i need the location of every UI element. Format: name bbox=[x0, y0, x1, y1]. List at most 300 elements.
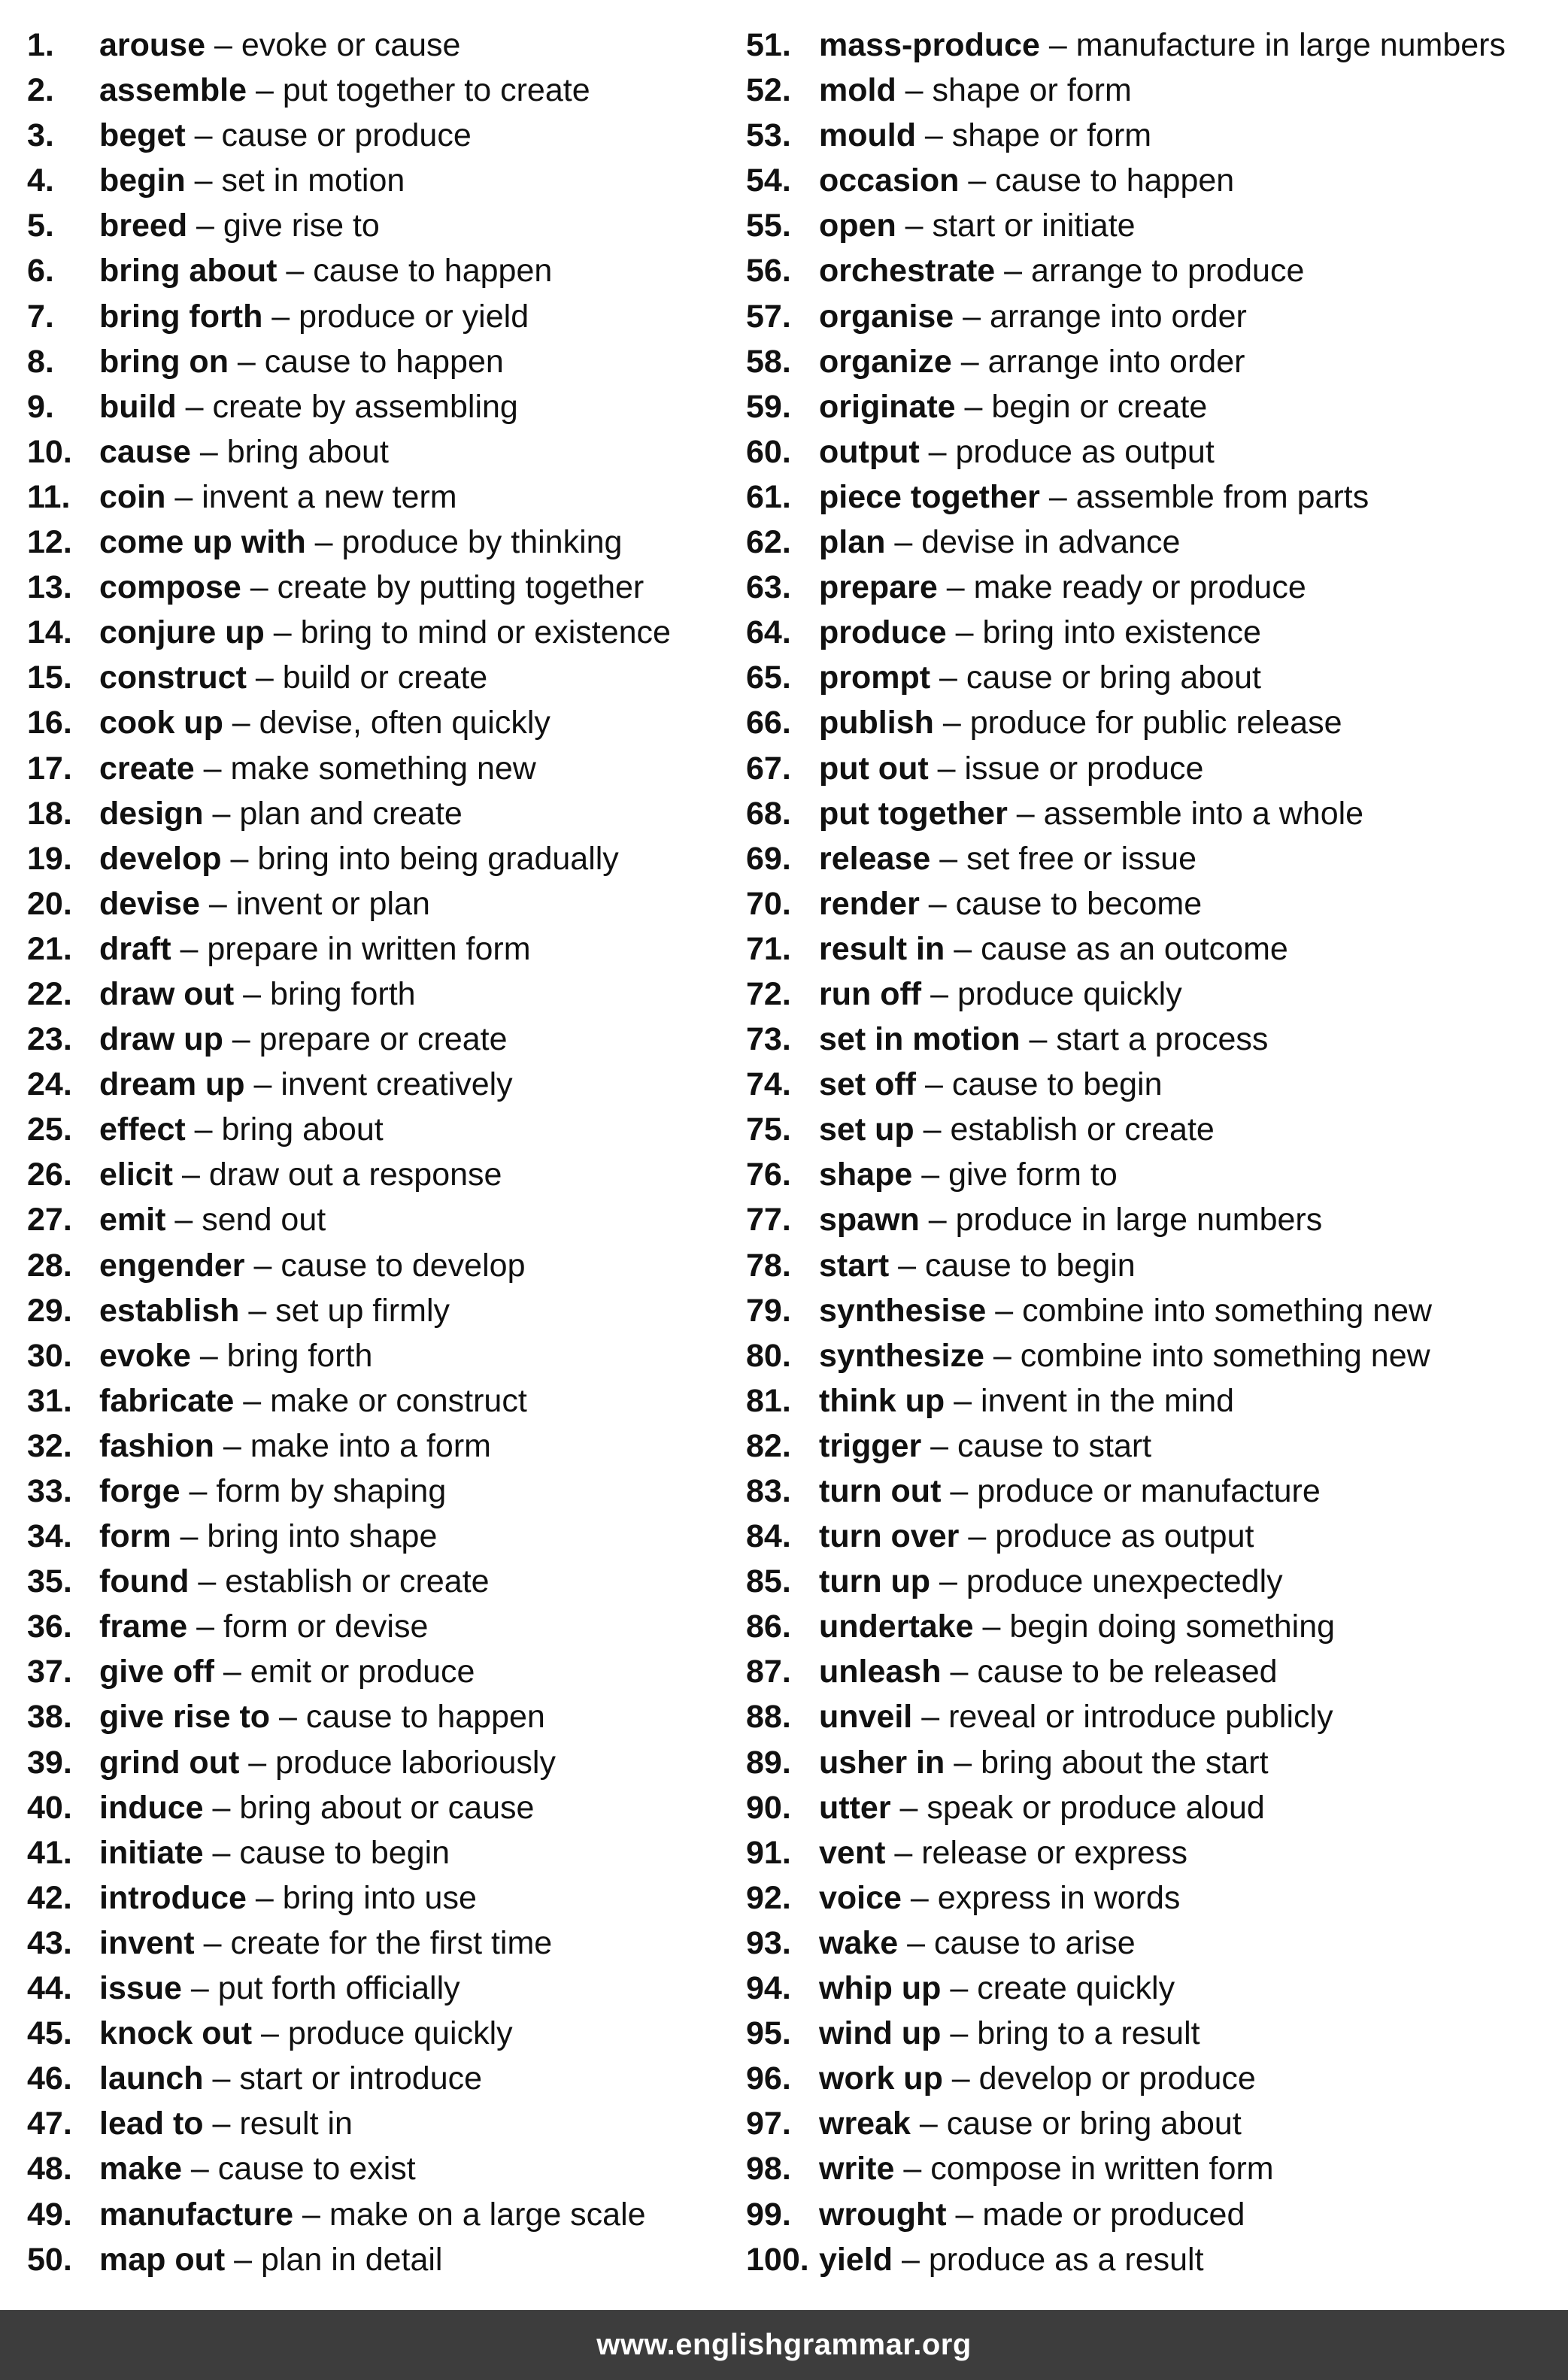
item-text bbox=[99, 1785, 534, 1830]
item-word: trigger bbox=[819, 1427, 922, 1464]
item-number: 26. bbox=[27, 1157, 72, 1193]
item-word: coin bbox=[99, 478, 166, 515]
item-text bbox=[99, 203, 380, 248]
item-separator: – bbox=[986, 1292, 1023, 1329]
item-word: set off bbox=[819, 1066, 916, 1103]
item-separator: – bbox=[942, 2060, 979, 2097]
item-text bbox=[819, 68, 1132, 113]
list-item bbox=[27, 610, 787, 655]
item-separator: – bbox=[246, 1879, 283, 1916]
item-word: grind out bbox=[99, 1744, 240, 1781]
item-number: 74. bbox=[746, 1066, 791, 1103]
item-text bbox=[819, 836, 1196, 881]
item-separator: – bbox=[171, 930, 208, 967]
item-separator: – bbox=[933, 705, 970, 741]
item-text bbox=[99, 1875, 477, 1921]
item-definition: produce as output bbox=[955, 433, 1215, 470]
item-word: publish bbox=[819, 705, 934, 741]
item-word: bring forth bbox=[99, 298, 263, 335]
left-column bbox=[27, 23, 787, 2282]
item-number: 31. bbox=[27, 1382, 72, 1419]
item-text bbox=[99, 926, 531, 972]
item-number: 72. bbox=[746, 975, 791, 1012]
item-text bbox=[99, 384, 518, 429]
item-separator: – bbox=[941, 2015, 978, 2052]
item-definition: combine into something new bbox=[1022, 1292, 1433, 1329]
list-item bbox=[746, 1378, 1506, 1423]
list-item bbox=[746, 1875, 1506, 1921]
list-item bbox=[27, 2237, 787, 2282]
item-separator: – bbox=[234, 975, 270, 1012]
item-text bbox=[819, 700, 1342, 745]
item-word: yield bbox=[819, 2241, 893, 2278]
item-definition: produce quickly bbox=[957, 975, 1182, 1012]
item-word: undertake bbox=[819, 1608, 974, 1645]
item-definition: create quickly bbox=[977, 1970, 1175, 2007]
item-separator: – bbox=[247, 72, 283, 109]
item-number: 28. bbox=[27, 1247, 72, 1284]
item-text bbox=[819, 1423, 1151, 1469]
list-item bbox=[746, 1649, 1506, 1694]
item-text bbox=[99, 158, 405, 203]
item-definition: send out bbox=[202, 1202, 326, 1239]
list-item bbox=[27, 248, 787, 293]
item-definition: produce as a result bbox=[928, 2241, 1204, 2278]
list-item bbox=[746, 2192, 1506, 2237]
item-word: prompt bbox=[819, 659, 931, 696]
list-item bbox=[27, 565, 787, 610]
item-number: 12. bbox=[27, 524, 72, 561]
item-word: give rise to bbox=[99, 1699, 271, 1736]
list-item bbox=[27, 1604, 787, 1649]
item-number: 2. bbox=[27, 72, 54, 109]
item-word: compose bbox=[99, 569, 241, 606]
item-definition: draw out a response bbox=[208, 1157, 502, 1193]
list-item bbox=[746, 1469, 1506, 1514]
item-word: draw out bbox=[99, 975, 235, 1012]
item-separator: – bbox=[930, 840, 967, 877]
list-item bbox=[27, 1378, 787, 1423]
item-definition: devise, often quickly bbox=[259, 705, 550, 741]
list-item bbox=[27, 2146, 787, 2191]
item-separator: – bbox=[246, 659, 283, 696]
item-text bbox=[819, 2146, 1274, 2191]
item-text bbox=[819, 1559, 1283, 1604]
item-definition: combine into something new bbox=[1020, 1337, 1430, 1374]
item-separator: – bbox=[898, 1924, 935, 1961]
item-definition: set free or issue bbox=[966, 840, 1196, 877]
item-word: elicit bbox=[99, 1157, 173, 1193]
item-number: 41. bbox=[27, 1834, 72, 1871]
item-definition: bring into being gradually bbox=[257, 840, 619, 877]
item-separator: – bbox=[176, 388, 213, 425]
item-separator: – bbox=[919, 885, 956, 922]
item-text bbox=[99, 1604, 428, 1649]
item-separator: – bbox=[941, 1970, 978, 2007]
item-word: prepare bbox=[819, 569, 938, 606]
item-word: map out bbox=[99, 2241, 226, 2278]
item-word: synthesize bbox=[819, 1337, 984, 1374]
item-word: bring on bbox=[99, 343, 229, 380]
list-item bbox=[27, 1966, 787, 2011]
item-separator: – bbox=[921, 1427, 957, 1464]
item-separator: – bbox=[946, 614, 983, 651]
item-text bbox=[99, 2146, 416, 2191]
item-definition: devise in advance bbox=[921, 524, 1181, 561]
item-separator: – bbox=[946, 2196, 983, 2233]
item-text bbox=[99, 1288, 450, 1333]
list-item bbox=[746, 68, 1506, 113]
item-text bbox=[819, 203, 1136, 248]
list-item bbox=[746, 1785, 1506, 1830]
list-item bbox=[746, 1921, 1506, 1966]
item-word: lead to bbox=[99, 2106, 204, 2142]
item-text bbox=[819, 1514, 1254, 1559]
item-definition: reveal or introduce publicly bbox=[948, 1699, 1333, 1736]
list-item bbox=[27, 384, 787, 429]
list-item bbox=[746, 1152, 1506, 1197]
item-number: 21. bbox=[27, 930, 72, 967]
item-separator: – bbox=[945, 930, 981, 967]
item-number: 64. bbox=[746, 614, 791, 651]
item-definition: prepare in written form bbox=[207, 930, 531, 967]
item-text bbox=[99, 2056, 482, 2101]
item-number: 55. bbox=[746, 208, 791, 244]
item-number: 69. bbox=[746, 840, 791, 877]
item-definition: manufacture in large numbers bbox=[1075, 27, 1506, 63]
list-item bbox=[746, 1288, 1506, 1333]
item-number: 59. bbox=[746, 388, 791, 425]
item-separator: – bbox=[1007, 795, 1044, 832]
item-number: 60. bbox=[746, 433, 791, 470]
item-definition: cause to begin bbox=[239, 1834, 450, 1871]
item-separator: – bbox=[973, 1608, 1010, 1645]
item-word: cause bbox=[99, 433, 191, 470]
item-definition: start or introduce bbox=[239, 2060, 483, 2097]
item-number: 81. bbox=[746, 1382, 791, 1419]
item-number: 84. bbox=[746, 1518, 791, 1555]
item-word: devise bbox=[99, 885, 200, 922]
item-definition: prepare or create bbox=[259, 1021, 508, 1058]
item-definition: express in words bbox=[937, 1879, 1181, 1916]
item-definition: make or construct bbox=[270, 1382, 527, 1419]
item-definition: put together to create bbox=[282, 72, 590, 109]
item-text bbox=[99, 1333, 372, 1378]
item-number: 54. bbox=[746, 162, 791, 199]
list-item bbox=[746, 926, 1506, 972]
item-word: conjure up bbox=[99, 614, 265, 651]
list-item bbox=[746, 1514, 1506, 1559]
item-separator: – bbox=[203, 1834, 240, 1871]
item-text bbox=[819, 1333, 1430, 1378]
item-word: unleash bbox=[819, 1654, 942, 1690]
item-word: knock out bbox=[99, 2015, 253, 2052]
list-item bbox=[746, 1604, 1506, 1649]
item-text bbox=[819, 1966, 1175, 2011]
item-number: 16. bbox=[27, 705, 72, 741]
item-number: 61. bbox=[746, 478, 791, 515]
list-item bbox=[27, 700, 787, 745]
item-definition: evoke or cause bbox=[241, 27, 461, 63]
item-number: 25. bbox=[27, 1111, 72, 1148]
item-word: draft bbox=[99, 930, 171, 967]
item-word: manufacture bbox=[99, 2196, 294, 2233]
item-word: evoke bbox=[99, 1337, 191, 1374]
item-definition: cause as an outcome bbox=[981, 930, 1288, 967]
item-separator: – bbox=[984, 1337, 1021, 1374]
item-definition: make into a form bbox=[250, 1427, 491, 1464]
item-text bbox=[819, 520, 1180, 565]
item-word: construct bbox=[99, 659, 247, 696]
item-text bbox=[819, 339, 1245, 384]
item-word: design bbox=[99, 795, 204, 832]
word-list bbox=[0, 23, 1568, 2294]
list-item bbox=[746, 203, 1506, 248]
list-item bbox=[27, 926, 787, 972]
list-item bbox=[27, 655, 787, 700]
item-word: output bbox=[819, 433, 920, 470]
item-definition: set up firmly bbox=[275, 1292, 450, 1329]
item-word: set in motion bbox=[819, 1021, 1021, 1058]
list-item bbox=[27, 1062, 787, 1107]
item-text bbox=[819, 1694, 1333, 1739]
item-word: originate bbox=[819, 388, 956, 425]
item-number: 33. bbox=[27, 1473, 72, 1509]
item-separator: – bbox=[919, 433, 956, 470]
list-item bbox=[27, 1333, 787, 1378]
item-separator: – bbox=[890, 1789, 927, 1826]
item-word: dream up bbox=[99, 1066, 245, 1103]
item-separator: – bbox=[941, 1473, 978, 1509]
item-number: 76. bbox=[746, 1157, 791, 1193]
list-item bbox=[746, 655, 1506, 700]
list-item bbox=[27, 1469, 787, 1514]
item-text bbox=[99, 474, 457, 520]
item-separator: – bbox=[181, 1970, 218, 2007]
item-number: 89. bbox=[746, 1744, 791, 1781]
item-text bbox=[99, 339, 504, 384]
item-number: 99. bbox=[746, 2196, 791, 2233]
item-text bbox=[819, 2056, 1256, 2101]
item-word: vent bbox=[819, 1834, 886, 1871]
list-item bbox=[27, 2101, 787, 2146]
item-number: 92. bbox=[746, 1879, 791, 1916]
footer-url: www.englishgrammar.org bbox=[596, 2328, 972, 2361]
item-text bbox=[99, 610, 671, 655]
item-text bbox=[99, 1966, 460, 2011]
footer-bar bbox=[0, 2310, 1568, 2380]
item-text bbox=[819, 926, 1288, 972]
item-definition: make something new bbox=[230, 750, 536, 787]
item-separator: – bbox=[228, 343, 265, 380]
item-number: 67. bbox=[746, 750, 791, 787]
item-separator: – bbox=[244, 1066, 281, 1103]
item-text bbox=[99, 2101, 353, 2146]
item-separator: – bbox=[190, 433, 227, 470]
item-word: frame bbox=[99, 1608, 188, 1645]
item-number: 20. bbox=[27, 885, 72, 922]
item-separator: – bbox=[930, 659, 966, 696]
item-text bbox=[99, 294, 529, 339]
item-definition: create for the first time bbox=[230, 1924, 553, 1961]
item-separator: – bbox=[205, 27, 241, 63]
item-separator: – bbox=[239, 1744, 276, 1781]
item-definition: bring to a result bbox=[977, 2015, 1200, 2052]
item-word: turn over bbox=[819, 1518, 960, 1555]
item-definition: assemble from parts bbox=[1075, 478, 1369, 515]
item-number: 1. bbox=[27, 27, 54, 63]
item-number: 88. bbox=[746, 1699, 791, 1736]
item-word: issue bbox=[99, 1970, 182, 2007]
list-item bbox=[27, 791, 787, 836]
item-separator: – bbox=[214, 1427, 250, 1464]
item-text bbox=[819, 1469, 1321, 1514]
item-text bbox=[99, 1830, 450, 1875]
list-item bbox=[746, 113, 1506, 158]
item-separator: – bbox=[277, 253, 314, 290]
item-definition: compose in written form bbox=[930, 2151, 1274, 2187]
item-separator: – bbox=[912, 1699, 949, 1736]
item-word: induce bbox=[99, 1789, 204, 1826]
item-separator: – bbox=[199, 885, 236, 922]
item-number: 87. bbox=[746, 1654, 791, 1690]
item-word: wreak bbox=[819, 2106, 911, 2142]
item-word: run off bbox=[819, 975, 922, 1012]
item-number: 96. bbox=[746, 2060, 791, 2097]
item-word: create bbox=[99, 750, 195, 787]
list-item bbox=[746, 1333, 1506, 1378]
item-definition: cause to begin bbox=[925, 1247, 1136, 1284]
list-item bbox=[27, 23, 787, 68]
item-separator: – bbox=[194, 750, 231, 787]
item-separator: – bbox=[203, 2106, 240, 2142]
item-text bbox=[819, 474, 1369, 520]
list-item bbox=[27, 2011, 787, 2056]
item-text bbox=[99, 1694, 545, 1739]
item-word: cook up bbox=[99, 705, 223, 741]
item-word: piece together bbox=[819, 478, 1040, 515]
item-word: turn out bbox=[819, 1473, 942, 1509]
item-separator: – bbox=[203, 2060, 240, 2097]
item-text bbox=[819, 384, 1207, 429]
item-definition: cause to arise bbox=[934, 1924, 1136, 1961]
list-item bbox=[746, 1107, 1506, 1152]
item-separator: – bbox=[901, 1879, 938, 1916]
item-word: build bbox=[99, 388, 177, 425]
item-number: 57. bbox=[746, 298, 791, 335]
item-separator: – bbox=[955, 388, 992, 425]
item-number: 44. bbox=[27, 1970, 72, 2007]
item-text bbox=[819, 881, 1202, 926]
item-separator: – bbox=[1020, 1021, 1057, 1058]
item-definition: cause to happen bbox=[305, 1699, 545, 1736]
item-definition: cause to be released bbox=[977, 1654, 1278, 1690]
item-number: 71. bbox=[746, 930, 791, 967]
item-number: 62. bbox=[746, 524, 791, 561]
item-definition: produce quickly bbox=[287, 2015, 513, 2052]
item-word: found bbox=[99, 1563, 190, 1600]
item-number: 4. bbox=[27, 162, 54, 199]
list-item bbox=[746, 2056, 1506, 2101]
item-separator: – bbox=[896, 72, 933, 109]
list-item bbox=[746, 1830, 1506, 1875]
list-item bbox=[746, 2101, 1506, 2146]
item-text bbox=[99, 655, 487, 700]
item-definition: establish or create bbox=[225, 1563, 490, 1600]
item-word: initiate bbox=[99, 1834, 204, 1871]
list-item bbox=[746, 2011, 1506, 2056]
item-separator: – bbox=[928, 750, 965, 787]
item-number: 40. bbox=[27, 1789, 72, 1826]
item-number: 50. bbox=[27, 2241, 72, 2278]
item-text bbox=[99, 68, 590, 113]
item-separator: – bbox=[293, 2196, 329, 2233]
item-word: set up bbox=[819, 1111, 914, 1148]
item-separator: – bbox=[241, 569, 278, 606]
item-separator: – bbox=[165, 478, 202, 515]
item-text bbox=[819, 2237, 1204, 2282]
item-number: 75. bbox=[746, 1111, 791, 1148]
item-number: 7. bbox=[27, 298, 54, 335]
item-separator: – bbox=[194, 1924, 231, 1961]
item-text bbox=[819, 1921, 1136, 1966]
item-definition: cause to happen bbox=[264, 343, 504, 380]
item-word: bring about bbox=[99, 253, 278, 290]
item-text bbox=[819, 294, 1247, 339]
item-separator: – bbox=[921, 975, 957, 1012]
item-number: 32. bbox=[27, 1427, 72, 1464]
item-definition: cause or bring about bbox=[946, 2106, 1242, 2142]
item-definition: bring into use bbox=[282, 1879, 477, 1916]
item-word: think up bbox=[819, 1382, 945, 1419]
item-text bbox=[819, 2011, 1200, 2056]
item-text bbox=[819, 655, 1261, 700]
item-text bbox=[819, 1062, 1163, 1107]
item-definition: give rise to bbox=[223, 208, 380, 244]
item-separator: – bbox=[185, 117, 222, 154]
item-text bbox=[99, 746, 536, 791]
item-text bbox=[819, 1875, 1180, 1921]
item-text bbox=[819, 429, 1215, 474]
item-number: 10. bbox=[27, 433, 72, 470]
item-text bbox=[819, 791, 1363, 836]
item-number: 35. bbox=[27, 1563, 72, 1600]
list-item bbox=[746, 1017, 1506, 1062]
item-word: spawn bbox=[819, 1202, 920, 1239]
item-definition: issue or produce bbox=[964, 750, 1204, 787]
item-number: 70. bbox=[746, 885, 791, 922]
item-text bbox=[819, 1288, 1432, 1333]
item-definition: build or create bbox=[282, 659, 488, 696]
item-definition: set in motion bbox=[221, 162, 405, 199]
item-separator: – bbox=[916, 1066, 952, 1103]
list-item bbox=[27, 1649, 787, 1694]
item-definition: cause or bring about bbox=[966, 659, 1261, 696]
item-text bbox=[99, 2011, 513, 2056]
item-word: wind up bbox=[819, 2015, 942, 2052]
item-separator: – bbox=[223, 705, 259, 741]
item-word: open bbox=[819, 208, 896, 244]
item-definition: speak or produce aloud bbox=[927, 1789, 1265, 1826]
item-number: 5. bbox=[27, 208, 54, 244]
item-definition: cause or produce bbox=[221, 117, 472, 154]
item-text bbox=[99, 1017, 508, 1062]
item-definition: produce for public release bbox=[969, 705, 1342, 741]
list-item bbox=[27, 972, 787, 1017]
item-definition: cause to happen bbox=[995, 162, 1235, 199]
item-separator: – bbox=[1039, 478, 1076, 515]
list-item bbox=[746, 23, 1506, 68]
